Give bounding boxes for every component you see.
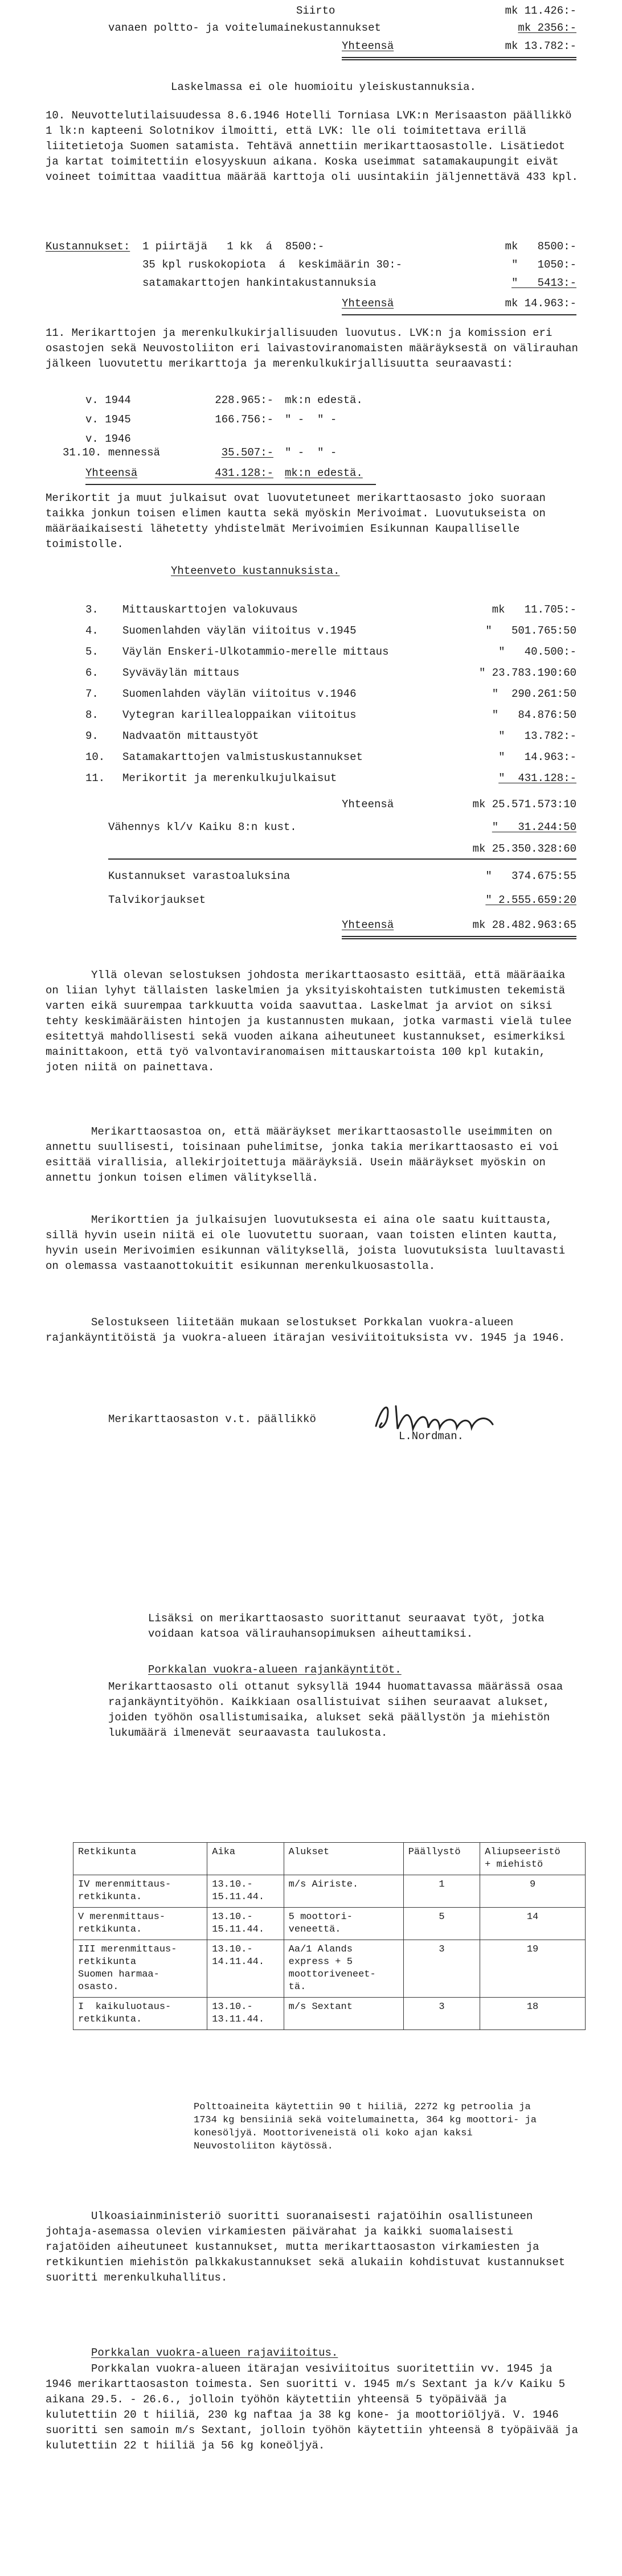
summary-row-amount: " 13.782:-: [498, 730, 576, 742]
closing-paragraph: Selostukseen liitetään mukaan selostukset Porkkalan vuokra-alueen rajankäyntitöistä ja vuokra-alueen itärajan vesiviitoituksista vv. 1945 ja 1946.: [46, 1316, 566, 1344]
signature-title: Merikarttaosaston v.t. päällikkö: [108, 1413, 316, 1425]
fuel-note: Polttoaineita käytettiin 90 t hiiliä, 2272 kg petroolia ja 1734 kg bensiiniä sekä voitelumainetta, 364 kg moottori- ja konesöljyä. Moottoriveneistä oli koko ajan kaksi Neuvostoliiton käytössä.: [194, 2102, 537, 2152]
closing-paragraph: Merikorttien ja julkaisujen luovutuksesta ei aina ole saatu kuittausta, sillä hyvin usein niitä ei ole luovutettu suoraan, vaan toisten elinten kautta, hyvin usein Merivoimien esikunnan välityksellä, joista luovutuksista luultavasti on olemassa vastaanottokuitit esikunnan merenkulkuosastolla.: [46, 1214, 566, 1272]
fuel-costs-amount: mk 2356:-: [518, 22, 576, 34]
table-header: Retkikunta: [73, 1843, 207, 1875]
summary-row-number: 10.: [85, 751, 105, 763]
table-cell: I kaikuluotaus- retkikunta.: [73, 1998, 207, 2030]
table-cell: 3: [403, 1998, 480, 2030]
double-rule: [342, 938, 576, 939]
top-total-amount: mk 13.782:-: [505, 40, 576, 52]
closing-paragraph: Yllä olevan selostuksen johdosta merikarttaosasto esittää, että määräaika on liian lyhyt tällaisten laskelmien ja yksityiskohtaisten tutkimusten tekemistä varten eikä suurempaa tarkkuutta voida saavuttaa. Laskelmat ja arviot on siksi tehty keskimääräisten hintojen ja kustannusten mukaan, jotka varmasti vielä tulee esitettyä mahdollisesti sekä vuoden aikana aiheutuneet kustannukset, esimerkiksi mainittakoon, että työ valvontaviranomaisen mittauskartoista 100 kpl kutakin, joten niitä on painettava.: [46, 969, 572, 1074]
table-cell: 18: [480, 1998, 586, 2030]
section-10-total-label: Yhteensä: [342, 297, 394, 310]
table-cell: 14: [480, 1908, 586, 1940]
summary-row-label: Mittauskarttojen valokuvaus: [122, 603, 298, 616]
double-rule: [85, 484, 376, 485]
rule: [108, 858, 576, 860]
summary-row-amount: " 290.261:50: [492, 688, 576, 700]
delivery-year: v. 1945: [85, 413, 131, 426]
summary-less-amount: " 31.244:50: [492, 821, 576, 833]
summary-sum-amount: mk 25.571.573:10: [472, 798, 576, 811]
section-11-paragraph: Merikortit ja muut julkaisut ovat luovutetuneet merikarttaosasto joko suoraan taikka jonkun toisen elimen kautta sekä myöskin Merivoimat. Luovutukseista on määräaikaisesti lähetetty yhdistelmät Merivoimien Esikunnan Kaupalliselle toimistolle.: [46, 492, 546, 550]
table-row: [73, 1998, 586, 2030]
appendix-paragraph-3: Porkkalan vuokra-alueen itärajan vesiviitoitus suoritettiin vv. 1945 ja 1946 merikarttaosaston toimesta. Sen suoritti v. 1945 m/s Sextant ja k/v Kaiku 5 aikana 29.5. - 26.6., jolloin työhön käytettiin yhteensä 5 työpäivää ja kulutettiin 20 t hiiliä, 230 kg naftaa ja 38 kg kone- ja moottoriöljyä. V. 1946 suoritti sen samoin m/s Sextant, jolloin työhön käytettiin yhteensä 8 työpäivää ja kulutettiin 22 t hiiliä ja 56 kg koneöljyä.: [46, 2363, 578, 2452]
cost-row: 1 piirtäjä 1 kk á 8500:-: [142, 240, 325, 253]
double-rule: [342, 936, 576, 937]
double-rule: [342, 59, 576, 60]
table-cell: m/s Airiste.: [284, 1875, 403, 1908]
summary-row-number: 6.: [85, 667, 99, 679]
summary-row-label: Merikortit ja merenkulkujulkaisut: [122, 772, 337, 784]
double-rule: [342, 57, 576, 58]
table-cell: 1: [403, 1875, 480, 1908]
cost-row-amount: " 5413:-: [511, 277, 576, 289]
table-cell: 3: [403, 1940, 480, 1998]
appendix-paragraph-2: Ulkoasiainministeriö suoritti suoranaisesti rajatöihin osallistuneen johtaja-asemassa olevien virkamiesten päivärahat ja kaikki suomalaisesti rajatöiden aiheutuneet kustannukset, mutta merikarttaosaston virkamiesten ja retkikuntien miehistön palkkakustannukset sekä alukaiin kohdistuvat kustannukset suoritti merenkulkuhallitus.: [46, 2210, 566, 2284]
summary-extra-amount: " 2.555.659:20: [485, 894, 576, 906]
table-row: [73, 1875, 586, 1908]
table-cell: IV merenmittaus- retkikunta.: [73, 1875, 207, 1908]
summary-row-label: Suomenlahden väylän viitoitus v.1945: [122, 625, 357, 637]
table-header: Aliupseeristö + miehistö: [480, 1843, 586, 1875]
table-cell: Aa/1 Alands express + 5 moottoriveneet- tä.: [284, 1940, 403, 1998]
summary-row-label: Nadvaatön mittaustyöt: [122, 730, 259, 742]
summary-row-amount: " 501.765:50: [485, 625, 576, 637]
summary-extra-label: Talvikorjaukset: [108, 894, 206, 906]
table-header: Alukset: [284, 1843, 403, 1875]
section-10-text: 10. Neuvottelutilaisuudessa 8.6.1946 Hotelli Torniasa LVK:n Merisaaston päällikkö 1 lk:n kapteeni Solotnikov ilmoitti, että LVK: lle oli toimitettava erillä liitetietoja Suomen satamista. Tehtävä annettiin merikarttaosastolle. Lisätiedot ja kartat toimitettiin elosyyskuun aikana. Koska useimmat satamakaupungit eivät voineet toimittaa vaadittua määrää karttoja oli uusintakiin jäljennettävä 433 kpl.: [46, 109, 578, 183]
table-cell: 13.10.- 15.11.44.: [207, 1875, 284, 1908]
summary-row-amount: " 23.783.190:60: [478, 667, 576, 679]
carry-amount: mk 11.426:-: [505, 5, 576, 17]
summary-row-number: 5.: [85, 646, 99, 658]
delivery-amount: 166.756:-: [215, 413, 273, 426]
summary-row-amount: mk 11.705:-: [492, 603, 576, 616]
summary-row-amount: " 84.876:50: [492, 709, 576, 721]
appendix-heading-2: Porkkalan vuokra-alueen rajaviitoitus.: [91, 2347, 338, 2359]
signature-name: L.Nordman.: [399, 1430, 464, 1443]
table-cell: III merenmittaus- retkikunta Suomen harmaa- osasto.: [73, 1940, 207, 1998]
delivery-unit: mk:n edestä.: [285, 394, 363, 406]
table-header: Aika: [207, 1843, 284, 1875]
summary-row-number: 3.: [85, 603, 99, 616]
summary-row-number: 4.: [85, 625, 99, 637]
cost-row-amount: " 1050:-: [511, 258, 576, 271]
appendix-paragraph: Merikarttaosasto oli ottanut syksyllä 1944 huomattavassa määrässä osaa rajankäyntityöhön. Kaikkiaan osallistuivat siihen seuraavat alukset, joiden työhön osallistumisaika, alukset sekä päällystön ja miehistön lukumäärä ilmenevät seuraavasta taulukosta.: [108, 1681, 563, 1739]
summary-row-label: Vytegran karillealoppaikan viitoitus: [122, 709, 357, 721]
delivery-total-label: Yhteensä: [85, 467, 138, 479]
summary-row-number: 8.: [85, 709, 99, 721]
delivery-year: v. 1946: [85, 433, 131, 445]
summary-less-label: Vähennys kl/v Kaiku 8:n kust.: [108, 821, 297, 833]
summary-row-label: Suomenlahden väylän viitoitus v.1946: [122, 688, 357, 700]
summary-row-label: Syväväylän mittaus: [122, 667, 240, 679]
fuel-costs-label: vanaen poltto- ja voitelumainekustannukset: [108, 22, 381, 34]
section-10-total-amount: mk 14.963:-: [505, 297, 576, 310]
cost-row: satamakarttojen hankintakustannuksia: [142, 277, 377, 289]
summary-row-number: 9.: [85, 730, 99, 742]
section-11-text: 11. Merikarttojen ja merenkulkukirjallisuuden luovutus. LVK:n ja komission eri osastojen sekä Neuvostoliiton eri laivastoviranomaisten määräyksestä on välirauhan jälkeen luovutettu merikarttoja ja merenkulkukirjallisuutta seuraavasti:: [46, 327, 578, 370]
summary-sum-label: Yhteensä: [342, 798, 394, 811]
cost-row-amount: mk 8500:-: [505, 240, 576, 253]
summary-row-amount: " 431.128:-: [498, 772, 576, 784]
summary-row-number: 11.: [85, 772, 105, 784]
summary-row-label: Satamakarttojen valmistuskustannukset: [122, 751, 363, 763]
top-total-label: Yhteensä: [342, 40, 394, 52]
table-cell: 13.10.- 14.11.44.: [207, 1940, 284, 1998]
cost-row: 35 kpl ruskokopiota á keskimäärin 30:-: [142, 258, 403, 271]
closing-paragraph: Merikarttaosastoa on, että määräykset merikarttaosastolle useimmiten on annettu suullisesti, toisinaan puhelimitse, jonka takia merikarttaosasto ei voi esittää virallisia, allekirjoitettuja määräyksiä. Usein määräykset myöskin on annettu jonkun toisen elimen välityksellä.: [46, 1125, 559, 1184]
summary-grand-label: Yhteensä: [342, 919, 394, 931]
summary-net-amount: mk 25.350.328:60: [472, 843, 576, 855]
carry-label: Siirto: [296, 5, 335, 17]
summary-row-amount: " 40.500:-: [498, 646, 576, 658]
table-cell: 5 moottori- veneettä.: [284, 1908, 403, 1940]
costs-label: Kustannukset:: [46, 240, 130, 253]
table-row: [73, 1940, 586, 1998]
appendix-intro: Lisäksi on merikarttaosasto suorittanut seuraavat työt, jotka voidaan katsoa välirauhansopimuksen aiheuttamiksi.: [148, 1612, 545, 1640]
delivery-amount: 228.965:-: [215, 394, 273, 406]
delivery-unit: " - " -: [285, 413, 337, 426]
table-header: Päällystö: [403, 1843, 480, 1875]
summary-row-label: Väylän Enskeri-Ulkotammio-merelle mittaus: [122, 646, 389, 658]
expedition-table: [73, 1842, 586, 2030]
appendix-heading: Porkkalan vuokra-alueen rajankäyntitöt.: [148, 1663, 402, 1676]
general-costs-note: Laskelmassa ei ole huomioitu yleiskustannuksia.: [171, 81, 476, 93]
table-cell: 13.10.- 15.11.44.: [207, 1908, 284, 1940]
delivery-total-unit: mk:n edestä.: [285, 467, 363, 479]
delivery-year: 31.10. mennessä: [63, 446, 161, 459]
summary-extra-label: Kustannukset varastoaluksina: [108, 870, 290, 882]
delivery-year: v. 1944: [85, 394, 131, 406]
summary-grand-amount: mk 28.482.963:65: [472, 919, 576, 931]
delivery-unit: " - " -: [285, 446, 337, 459]
double-rule: [342, 314, 576, 315]
table-row: [73, 1908, 586, 1940]
summary-row-amount: " 14.963:-: [498, 751, 576, 763]
table-cell: V merenmittaus- retkikunta.: [73, 1908, 207, 1940]
summary-row-number: 7.: [85, 688, 99, 700]
table-cell: 9: [480, 1875, 586, 1908]
delivery-total-amount: 431.128:-: [215, 467, 273, 479]
table-cell: 19: [480, 1940, 586, 1998]
summary-title: Yhteenveto kustannuksista.: [171, 565, 340, 577]
table-cell: 5: [403, 1908, 480, 1940]
summary-extra-amount: " 374.675:55: [485, 870, 576, 882]
delivery-amount: 35.507:-: [221, 446, 273, 459]
table-cell: 13.10.- 13.11.44.: [207, 1998, 284, 2030]
table-cell: m/s Sextant: [284, 1998, 403, 2030]
